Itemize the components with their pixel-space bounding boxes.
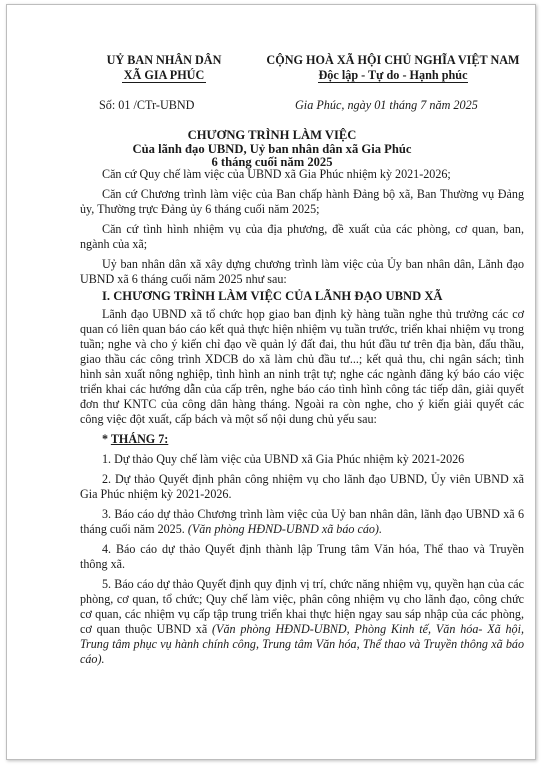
list-item: 1. Dự thảo Quy chế làm việc của UBND xã Gia Phúc nhiệm kỳ 2021-2026 <box>102 452 465 466</box>
document-body <box>80 167 524 672</box>
document-page <box>6 4 536 760</box>
nation-name: CỘNG HOÀ XÃ HỘI CHỦ NGHĨA VIỆT NAM <box>266 53 520 67</box>
title-line-3: 6 tháng cuối năm 2025 <box>211 155 333 169</box>
title-line-1: CHƯƠNG TRÌNH LÀM VIỆC <box>187 128 357 142</box>
intro-paragraph: Căn cứ tình hình nhiệm vụ của địa phương, đề xuất của các phòng, cơ quan, ban, ngành của xã; <box>80 222 524 251</box>
list-item: 2. Dự thảo Quyết định phân công nhiệm vụ cho lãnh đạo UBND, Ủy viên UBND xã Gia Phúc nhiệm kỳ 2021-2026. <box>80 472 524 501</box>
section-paragraph: Lãnh đạo UBND xã tổ chức họp giao ban định kỳ hàng tuần nghe thủ trưởng các cơ quan có liên quan báo cáo kết quả thực hiện nhiệm vụ tuần trước, triển khai nhiệm vụ trong tuần; nghe và cho ý kiến chỉ đạo về quản lý đất đai, thu hút đầu tư trên địa bàn, đấu thầu, giao thầu các công trình XDCB do xã làm chủ đầu tư...; kết quả thu, chi ngân sách; tình hình sản xuất nông nghiệp, tình hình an ninh trật tự; nghe các ngành đăng ký báo cáo việc triển khai các hướng dẫn của cấp trên, nghe báo cáo tình hình công tác tiếp dân, giải quyết đơn thư KNTC của công dân hàng tháng. Ngoài ra còn nghe, cho ý kiến giải quyết các công việc đột xuất, cấp bách và một số nội dung chủ yếu sau: <box>80 307 524 426</box>
list-item: 3. Báo cáo dự thảo Chương trình làm việc của Uỷ ban nhân dân, lãnh đạo UBND xã 6 tháng cuối năm 2025. (Văn phòng HĐND-UBND xã báo cáo). <box>80 507 524 536</box>
document-number: Số: 01 /CTr-UBND <box>99 98 195 112</box>
item-note: (Văn phòng HĐND-UBND xã báo cáo). <box>187 522 382 536</box>
month-label: THÁNG 7: <box>110 432 169 446</box>
item-note: (Văn phòng HĐND-UBND, Phòng Kinh tế, Văn hóa- Xã hội, Trung tâm phục vụ hành chính công, Trung tâm Văn hóa, Thể thao và Truyền thông xã báo cáo). <box>80 622 524 666</box>
authority-line-1: UỶ BAN NHÂN DÂN <box>106 53 222 67</box>
intro-paragraph: Căn cứ Chương trình làm việc của Ban chấp hành Đảng bộ xã, Ban Thường vụ Đảng ủy, Thường trực Đảng ủy 6 tháng cuối năm 2025; <box>80 187 524 216</box>
authority-line-2: XÃ GIA PHÚC <box>123 67 205 82</box>
national-motto <box>259 53 527 83</box>
section-heading: I. CHƯƠNG TRÌNH LÀM VIỆC CỦA LÃNH ĐẠO UBND XÃ <box>102 289 443 303</box>
intro-paragraph: Căn cứ Quy chế làm việc của UBND xã Gia Phúc nhiệm kỳ 2021-2026; <box>102 167 451 181</box>
issuing-authority <box>79 53 249 83</box>
month-heading: * THÁNG 7: <box>102 432 169 446</box>
document-title <box>7 129 536 170</box>
list-item: 4. Báo cáo dự thảo Quyết định thành lập Trung tâm Văn hóa, Thể thao và Truyền thông xã. <box>80 542 524 571</box>
list-item: 5. Báo cáo dự thảo Quyết định quy định vị trí, chức năng nhiệm vụ, quyền hạn của các phòng, cơ quan, tổ chức; Quy chế làm việc, phân công nhiệm vụ cho lãnh đạo, công chức cơ quan, các nhiệm vụ cấp tập trung triển khai thực hiện ngay sau sáp nhập của các phòng, cơ quan thuộc UBND xã (Văn phòng HĐND-UBND, Phòng Kinh tế, Văn hóa- Xã hội, Trung tâm phục vụ hành chính công, Trung tâm Văn hóa, Thể thao và Truyền thông xã báo cáo). <box>80 577 524 666</box>
intro-paragraph: Uỷ ban nhân dân xã xây dựng chương trình làm việc của Ủy ban nhân dân, Lãnh đạo UBND xã 6 tháng cuối năm 2025 như sau: <box>80 257 524 286</box>
title-line-2: Của lãnh đạo UBND, Uỷ ban nhân dân xã Gia Phúc <box>132 141 412 156</box>
motto: Độc lập - Tự do - Hạnh phúc <box>318 67 468 82</box>
place-and-date: Gia Phúc, ngày 01 tháng 7 năm 2025 <box>295 98 478 112</box>
